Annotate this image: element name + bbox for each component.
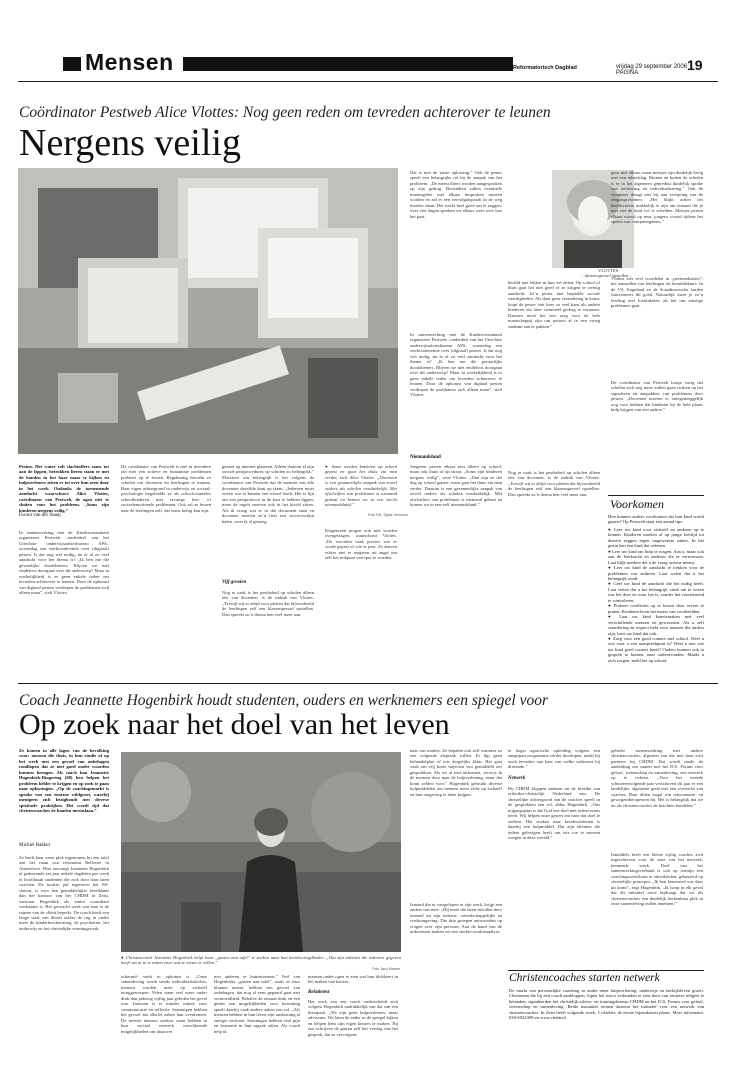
article1-col6: kerfild niet lekker in hun vel zitten. Op school of thuis gaat het niet goed of ze krijgen te weinig aandacht. Zo’n pester niet bepaalde sociale vaardigheden. Als daar geen verandering in komt, loopt de pester vier keer zo veel kans als andere kinderen om later crimineel gedrag te vertonen. Daarom moet het een zorg voor de hele maatschappij zijn om pesters al in een vroeg stadium aan te pakken.”: [508, 280, 600, 329]
portrait-caption-name: VLOTTES: [598, 268, 619, 273]
article1-col3: genoot op internet plaatsen. Alleen daarom al zijn sociale pestprocedures op scholen zo belangrijk.” Massieve om belangrijk is het volgens de coördinator van Pestweb dat de mensen van alle docenten dezelfde kant op staan. „Iedereen moet weten wat er binnen een school heeft. Het is fijn om een pestprotocol in de kast te hebben liggen, maar de regels moeten ook in het hoofd zitten. Als ik vraag wat er in dat document staat en docenten moeten zo’n fiets erst trovoorschijn halen, weet ik al genoeg.: [222, 464, 314, 524]
article2-col2: schermd- werk in opkomst is. „Onze samenleving wordt steeds individualistischer, mensen worden meer op zichzelf teruggeworpen. Velen staan veel meer onder druk dan pakweg vijftig jaar geleden het geval was. Intussen is er minder ruimte voor communicatie en reflectie. Sommigen hebben het gevoel dat allerlei zaken hun overkomen. De meeste mensen zoeken, maar hebben in hun sociaal netwerk onvoldoende mogelijkheden om daarover: [121, 974, 207, 1034]
article1-col4b-text: In samenwerking met de Kinderconsument organiseert Pestweb –onderdeel van het Utrechtse onderwijsadviesbureau APS– woensdag een werkconferentie over (digitaal) pesten. Is dat nog wel nodig, nu er al zo veel aandacht voor het thema is? „Ik ben me die gevaarlijke dooddoeners. Blijven we niet eindeloos doorgaan over dit onderwerp? Maar in werkelijkheid is er geen enkele reden om tevreden achterover te leunen. Door de opkomst van digitaal pesten verdiepen de problemen zich alleen maar”, stelt Vlottes.: [410, 332, 502, 397]
article1-photo-caption: ● Soms werden kinderen op school gepest en gaat het thuis via msn verder, stelt Alice Vlottes. „Docenten is een gezamenlijke aanpak van zowel ouders als scholen noodzakelijk. Met afschriften van problemen is niemand gebaat en komen we in een slecht niemandsland.”: [325, 464, 397, 508]
article1-col3b: Nog te vaak is het pestbeleid op scholen alleen iets van docenten, is de indruk van Vlottes. „Terwijl wij er altijd voor pleiten dat bijvoorbeeld de leerlingen zelf een klassengevoel opstellen. Dan spreekt zo’n thema hen veel meer aan.: [222, 590, 314, 617]
office-computers-illustration: [18, 168, 398, 454]
article1-lead: Pesten. Het water rolt slachtoffers soms tot aan de lippen, betrokken lieren staan er met de handen in het haar maar te kijken en hulpverleners zitten er tot over hun oren door in het werk. Ondanks de toenemende aandacht waarschuwt Alice Vlottes, coördinator van Pestweb, de ogen niet te sluiten voor het probleem. „Soms zijn kinderen nergens veilig.”: [19, 464, 109, 513]
voorkomen-tip: ● Zorg voor een goed contact met school. Weet u wie voor u een aanspreekpunt is? Weet u met wie uw kind goed contact heeft? Ouders kunnen ook in gesprek te komen, naar ouderavonden. Maakt u zich zorgen, meld het op school.: [608, 635, 704, 663]
article1-col4b: [410, 332, 502, 452]
article1-col3c-text: Klagenoten mogen ook niet worden overgeslagen, waarschuwt Vlottes. „De woorden vaak precies wie er wordt gepest of wie er pest. Ze durven echter niet te reageren uit angst om zelf het mikpunt van spot te worden.: [325, 528, 397, 561]
article1-main-photo: [18, 168, 398, 454]
coaches-box-title: Christencoaches starten netwerk: [509, 972, 660, 984]
article2-photo-credit: Foto Jaco Klamer: [372, 967, 401, 971]
article1-col6b-text: Nog te vaak is het pestbeleid op scholen alleen iets van docenten, is de indruk van Vlottes. „Terwijl wij er altijd voor pleiten dat bijvoorbeeld de leerlingen zelf een klassengevoel opstellen. Dan spreekt zo’n thema hen veel meer aan.: [508, 470, 600, 497]
article1-subhead-vijf: Vijf groeien: [222, 580, 247, 585]
voorkomen-title: Voorkomen: [610, 497, 664, 511]
voorkomen-tip: ● Leer uw kind de aandacht te trekken voor de problemen van anderen. Laat weten dat u het belangrijk vindt.: [608, 565, 704, 581]
article2-col4: naar ons mailen. Ze bepalen ook zelf wanneer ze een volgende afspraak willen. Er ligt geen behandelplan of iets dergelijks klaar. Het gaat vaak om vrij korte trajecten van gemiddeld zes gesprekken. Als we al niet uitkomen, verwijs ik de mensen door naar de hulpverlening, maar dat komt zelden voor.” Hogenbirk gebruikt diverse hulpmiddelen om mensen meer zicht op zichzelf en hun omgeving te laten krijgen.: [410, 748, 502, 797]
section-title: Mensen: [85, 49, 174, 75]
article1-col2: De coördinator van Pestweb is niet in meerdere zin met een actieve en humaniste problemen probeert op te lossen. Regelmatig bezoekt ze scholen om docenten en leerlingen te trainen. Haar eigen achtergrond in onderwijs en sociaal-psychologie begeleidde ze als schoolcounselor schoolkinderen met ervarige leer- of sociaalemotionele problemen. Ook zal ze lessen naar de leerlingen zelf, dat soms heftig kan zijn.: [121, 464, 211, 513]
voorkomen-tip: ● Leer uw kind om hulp te vragen. Aan u, maar ook aan de leerkracht en anderen die te vertrouwen. Laat blijk merken dat u de vraag serieus neemt.: [608, 548, 704, 565]
header-right-bar: [183, 57, 513, 71]
article2-subhead-relatie: Relatietest: [308, 990, 330, 995]
article2-col3b: Het werk van een coach onderscheidt zich volgens Hogenbirk nadrukkelijk van dat van een therapeut. „We zijn geen hulpverleners, maar adviseurs. We laten de ander in de spiegel kijken en helpen hem zijn eigen keuzes te maken. Bij ons schrijven de gasten zelf het verslag van het gesprek, dat ze vervolgens: [308, 999, 398, 1037]
article2-col6b: Inmiddels heeft een kleine vijftig coaches zich ingeschreven voor de start van het netwerk, kennende week. Doel van het samenwerkingsverband is ook op termijn een coachingscertificaat te ontwikkelen, gebaseerd op christelijke principes. „Ik ben benieuwd wat daar uit komt”, zegt Hogenbirk. „Ik hoop in elk geval dat dit initiatief ertoe bijdraagt dat we als christencoaches een duidelijk herkenbaar plek in onze samenleving zullen innemen.”: [611, 852, 703, 907]
article1-col7c: De coördinator van Pestweb hoopt vurig dat scholen zich nog meer zullen gaan richten op het signaleren en aanpakken van problemen door pesten. „Docenten moeten er ontegenzeggelijk oog voor hebben dat kinderen bij de hele plaats hulp krijgen van een andere.”: [611, 380, 703, 413]
article2-col1: Ze heeft haar vaste plek ingenomen bij een tafel aan het raam van restaurant Bellevue in Amersfoort. Hier ontvangt Jeannette Hogenbirk al geduwende zes jaar enkele dagdelen per week in hoofdzaak studenten die zich door haar laten coachen. De locatie, pal tegenover het NS-station, is voor hen gemakkelijker bereikbaar dan het kantoor van het CHDM in Zeist, vanwaar Hogenbirk als senior consultant werkzaam is. Het gecoacht werk van haar is de ruimte van de cliënt beperkt. De coach heeft een lange staat van dienst achter de rug in onder meer de kinderbescherming, de psychiatrie, het onderwijs en het christelijke vormingswerk.: [19, 855, 109, 931]
article1-col7b: Vlottes ziet veel voordelen in „peermediation”: het aanstellen van leerlingen als bemiddelaars. In de VS, Engeland en de Scandinavische landen functioneert dit goed. Natuurlijk moet je zo’n leerling niet loszkakelen als het om ernstige problemen gaat.: [611, 276, 703, 309]
article2-photo-caption: ● Christencoach Jeannette Hogenbirk helpt haar „gasten aan tafel” te zoeken naar hun kernbevoegdheden. „Dat zijn talenten die iedereen gegeven heeft om ze in te zetten voor wat ze nieuw te willen.”: [121, 955, 401, 966]
voorkomen-box: [608, 514, 704, 666]
article2-col5b: Bij CHDM kloppen mensen uit de breedte van orthodox-christelijk Nederland aan. De christelijke achtergrond van de coaches speelt in de gesprekken een rol, aldus Hogenbirk. „Ons uitgangspunt is dat God een doel met iedere mens heeft. Wij helpen onze gasten om naar dat doel te zoeken. Het zoeken naar kernkwaliteiten is daarbij een hulpmiddel. Dat zijn talenten die iedere gelovigen heeft om iets toe te moeten voegen in deze wereld.”: [508, 786, 600, 841]
coach-portrait-illustration: [121, 752, 401, 952]
voorkomen-tip: ● Geef uw kind de aandacht die het nodig heeft. Laat weten dat u het belangrijk vindt om te weten wat het doet en waar het is, zonder het voortdurend te controleren.: [608, 581, 704, 603]
voorkomen-top-rule: [608, 495, 704, 496]
article2-lead: Ze komen in alle lagen van de bevolking voor: mensen die thuis, in hun studie of op het werk met een gevoel van onbehagen rondlopen dat ze niet goed onder woorden kunnen brengen. Als coach kan Jeannette Hogenbirk-Ringering (68) hen helpen het probleem helder te krijgen en op zoek te gaan naar oplossingen. „Op de coachingsmarkt is sprake van een enorme wildgroei, waarbij menigeen zich bezighoudt met diverse spirituele praktijken. Het wordt tijd dat christencoaches de handen ineenslaan.”: [19, 748, 109, 813]
article1-photo-credit: Foto RD, Sjaak Verboom: [368, 513, 408, 517]
article1-col4: Dat is niet de juiste oplossing.” Ook de pester speelt een belangrijke rol bij de aanpak van het probleem. „De meest direct worden aangesproken op zijn gedrag. Bovendien zullen eventuele maatregelen met elkaar besproken moeten worden en zal er een vervolgafspraak in de weg moeten staan. Het werkt heel goed om te zeggen: over vier dagen spreken we elkaar weer over hoe het gaat.: [410, 170, 502, 219]
coaches-box-text: De markt van persoonlijke coaching in onder meer hulpverlening, onderwijs en bedrijfsleven groeit. Christenen die bij een coach aankloppen, lopen het risico verbonden te zien door van esoterse religies te belanden, signaleerden het christelijk advies- en trainingsbureau CHDM en het ICS, Forum voor geloof, wetenschap en samenleving. Beide instanties nemen daarom het initiatief voor een netwerk van christencoaches. In Zeist heeft volgende week, 5 oktober, de eerste bijeenkomst plaats. Meer informatie: 030-6922398 en www.chdm.nl.: [509, 988, 704, 1021]
article2-main-photo: [121, 752, 401, 952]
header-left-bar: [63, 57, 81, 71]
page-date: vrijdag 29 september 2006 PAGINA: [616, 64, 688, 76]
article2-col2b: met anderen te brainstormen.” Veel van Hogenbirks „gasten aan tafel”, zoals ze haar klanten noemt, hebben een gevoel van onbehagen, dat nog al eens gepaard gaat met vermoeidheid. Behalve de ernaast druk en een gemis aan mogelijkheden voor bezinning speelt daarbij vaak andere zaken een rol. „Als mensen hebben in hun leven zijn omkoming al energie verloren. Sommigen hebben veel pijn en frustratie in hun rugzak zitten. Als coach help ik: [214, 974, 300, 1034]
newspaper-name: Reformatorisch Dagblad: [513, 65, 577, 71]
voorkomen-tip: ● Leer uw kind voor zichzelf en anderen op te komen. Kinderen moeten al op jonge leeftijd tot durven zeggen tegen ongewenste zaken. In het gezin kan een kind dat oefenen.: [608, 526, 704, 549]
article2-headline: Op zoek naar het doel van het leven: [19, 708, 450, 741]
article1-kicker: Coördinator Pestweb Alice Vlottes: Nog geen reden om tevreden achterover te leunen: [19, 104, 551, 121]
article-divider: [18, 683, 718, 684]
article1-col5: Jongeren pesten elkaar niet alleen op school, maar ook thuis of op straat. „Soms zijn kinderen nergens veilig”, weet Vlottes. „Dan zijn ze die dag op school gepest, maar gaat het thuis via msn verder. Daarom is een gezamenlijke aanpak van zowel ouders als scholen noodzakelijk. Met afschriften van problemen is niemand gebaat en komen we in een-zelf niemandsland.”: [410, 464, 502, 508]
article1-col6b: [508, 470, 600, 666]
article2-subhead-netwerk: Netwerk: [508, 776, 526, 781]
portrait-caption-text: …klassengevoel opstellen…: [581, 273, 633, 278]
article2-col5: te hoger agrarische opleiding volgens een aangepast programma verder doorlopen, nadat hij ouch tevreden aan haar van welke toekomst hij droomde.”: [508, 748, 600, 770]
article1-col1: In samenwerking met de Kinderconsument organiseert Pestweb –onderdeel van het Utrechtse onderwijsadviesbureau APS– woensdag een werkconferentie over (digitaal) pesten. Is dat nog wel nodig, nu er al zo veel aandacht voor het thema is? „Ik ben me die gevaarlijke dooddoeners. Blijven we niet eindeloos doorgaan over dit onderwerp? Maar in werkelijkheid is er geen enkele reden om tevreden achterover te leunen. Door de opkomst van digitaal pesten verdiepen de problemen zich alleen maar”, stelt Vlottes.: [19, 530, 109, 595]
article1-col3c: [325, 528, 397, 666]
article2-kicker: Coach Jeannette Hogenbirk houdt studenten, ouders en werknemers een spiegel voor: [19, 692, 549, 709]
voorkomen-tip: ● Laat uw kind kennismaken met veel verschillende mensen en gewoonten. Als u zelf waardering en respect hebt voor mensen die anders zijn, leert uw kind dat ook.: [608, 614, 704, 636]
article1-subhead-niemand: Niemandsland: [410, 455, 441, 460]
article2-byline: Michiel Bakker: [19, 843, 51, 848]
voorkomen-tip: ● Probeer conflicten op te lossen door ervoer te praten. Kinderen leren het meest van voorbeelden.: [608, 603, 704, 614]
coaches-box-top-rule: [508, 970, 704, 971]
voorkomen-intro: Hoe kunnen ouders voorkomen dat hun kind wordt gepest? Op Pestweb staat een aantal tips.: [608, 514, 704, 525]
article1-byline: Ewout van der Staaij: [19, 513, 61, 518]
article2-col6: gebrekt samenwerking met andere christencoaches, afgezien van die met haar echt partners bij CHDM. Dat wordt mede de aanleiding om samen met het ICS. Forum voor geloof, wetenschap en samenleving, een netwerk op te richten. „Voor het tweede schitterenvolgende jaar verschoven dit jaar er een landelijke, algemene geda met een overzicht van coaches. Daar dilten nogal wat reincarnatie- en gewogentherapeuten bij. Het is belangrijk dat we nu als christencoaches de krachten bundelen.”: [611, 748, 703, 808]
article1-headline: Nergens veilig: [19, 122, 241, 164]
article1-col7: gens met elkaar, maar meisjes zijn duidelijk berig met een inhaalslag. Binnen en buiten de scholen is er in het algemeen gepredikt duidelijk sprake van verruwing en individualisering.” Ook de computer draagt niet bij aan verfijning van de omgangsvormen. „Het blijkt achter het beeldscherm makkelijk te zijn om iemand die je niet ziet de huid vol te schelden. Meisjes pesten elkaar vooral op msn, jongens vooral tijdens het spelen van computergames.”: [611, 170, 703, 225]
section-header: [63, 49, 701, 81]
header-rule: [18, 81, 718, 82]
page-number: 19: [687, 57, 703, 73]
article2-col4b: Iemand die in vastgelopen in zijn werk, krijgt een andere test mee. „Hij moet die laten invullen door iemand uit zijn intieme, vriendschappelijke en werkomgeving. Die drie groepen antwoorden op vragen over zijn persoon. Aan de hand van de uitkomsten maken we een sterkte-zwakteanalyse.: [410, 902, 502, 935]
article2-col3: mensen onder ogen te zien wat hun blokkeert in het maken van keuzes.: [308, 974, 398, 985]
